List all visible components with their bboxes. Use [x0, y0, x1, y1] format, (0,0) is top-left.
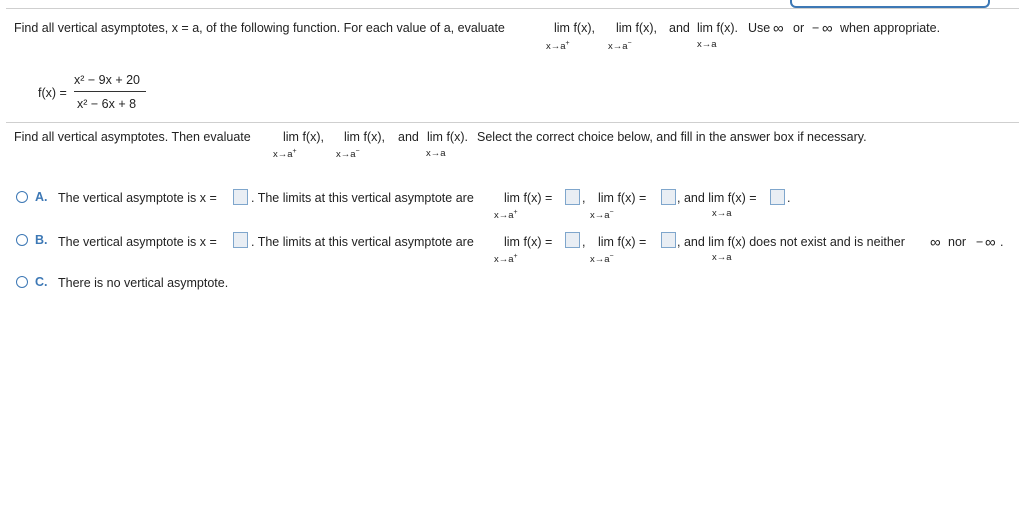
- lim-minus: lim f(x),: [344, 130, 385, 144]
- choice-letter: B.: [35, 233, 48, 247]
- question-text: Find all vertical asymptotes. Then evaluate: [14, 130, 251, 144]
- top-action-button[interactable]: [790, 0, 990, 8]
- radio-choice-a[interactable]: [16, 191, 28, 203]
- choice-letter: A.: [35, 190, 48, 204]
- section-divider: [6, 122, 1019, 123]
- problem-text: Find all vertical asymptotes, x = a, of the following function. For each value of a, evaluate: [14, 21, 505, 35]
- limit-subscript: x→a+: [273, 148, 297, 160]
- top-divider: [6, 8, 1019, 9]
- function-lhs: f(x) =: [38, 86, 67, 100]
- choice-text: , and lim f(x) does not exist and is neither: [677, 235, 905, 249]
- denominator: x² − 6x + 8: [77, 97, 137, 111]
- numerator: x² − 9x + 20: [74, 73, 141, 87]
- use-text: Use: [748, 21, 771, 35]
- lim-plus: lim f(x),: [554, 21, 595, 35]
- period: .: [1000, 235, 1004, 249]
- fraction-bar: [74, 91, 146, 92]
- limit-subscript: x→a+: [494, 253, 518, 265]
- choice-letter: C.: [35, 275, 48, 289]
- limit-subscript: x→a+: [494, 209, 518, 221]
- choice-text: . The limits at this vertical asymptote are: [251, 235, 474, 249]
- nor-text: nor: [948, 235, 967, 249]
- lim-plus: lim f(x) =: [504, 235, 553, 249]
- limit-subscript: x→a: [697, 39, 717, 50]
- period: .: [787, 191, 791, 205]
- limit-subscript: x→a−: [590, 209, 614, 221]
- answer-box-asymptote[interactable]: [233, 189, 248, 205]
- limit-subscript: x→a+: [546, 40, 570, 52]
- lim-plus: lim f(x),: [283, 130, 324, 144]
- choice-text: The vertical asymptote is x =: [58, 191, 217, 205]
- lim-two-sided: lim f(x).: [697, 21, 738, 35]
- radio-choice-c[interactable]: [16, 276, 28, 288]
- answer-box-lim-plus[interactable]: [565, 189, 580, 205]
- choice-text: The vertical asymptote is x =: [58, 235, 217, 249]
- answer-box-lim-two-sided[interactable]: [770, 189, 785, 205]
- lim-minus: lim f(x),: [616, 21, 657, 35]
- limit-subscript: x→a−: [608, 40, 632, 52]
- choice-text: There is no vertical asymptote.: [58, 276, 229, 290]
- lim-two-sided: lim f(x).: [427, 130, 468, 144]
- negative-sign: −: [976, 235, 984, 249]
- comma: ,: [582, 235, 586, 249]
- limit-subscript: x→a: [712, 252, 732, 263]
- question-instruction: Select the correct choice below, and fill in the answer box if necessary.: [477, 130, 867, 144]
- and-text: and: [398, 130, 419, 144]
- and-text: and: [669, 21, 690, 35]
- infinity-symbol: ∞: [985, 234, 996, 251]
- lim-minus: lim f(x) =: [598, 191, 647, 205]
- when-text: when appropriate.: [840, 21, 941, 35]
- infinity-symbol: ∞: [773, 20, 784, 37]
- lim-minus: lim f(x) =: [598, 235, 647, 249]
- radio-choice-b[interactable]: [16, 234, 28, 246]
- answer-box-lim-minus[interactable]: [661, 232, 676, 248]
- answer-box-asymptote[interactable]: [233, 232, 248, 248]
- choice-text: . The limits at this vertical asymptote are: [251, 191, 474, 205]
- infinity-symbol: ∞: [930, 234, 941, 251]
- lim-plus: lim f(x) =: [504, 191, 553, 205]
- negative-sign: −: [812, 21, 820, 35]
- choice-text: , and lim f(x) =: [677, 191, 757, 205]
- limit-subscript: x→a: [712, 208, 732, 219]
- infinity-symbol: ∞: [822, 20, 833, 37]
- answer-box-lim-minus[interactable]: [661, 189, 676, 205]
- or-text: or: [793, 21, 805, 35]
- comma: ,: [582, 191, 586, 205]
- limit-subscript: x→a−: [336, 148, 360, 160]
- limit-subscript: x→a: [426, 148, 446, 159]
- limit-subscript: x→a−: [590, 253, 614, 265]
- answer-box-lim-plus[interactable]: [565, 232, 580, 248]
